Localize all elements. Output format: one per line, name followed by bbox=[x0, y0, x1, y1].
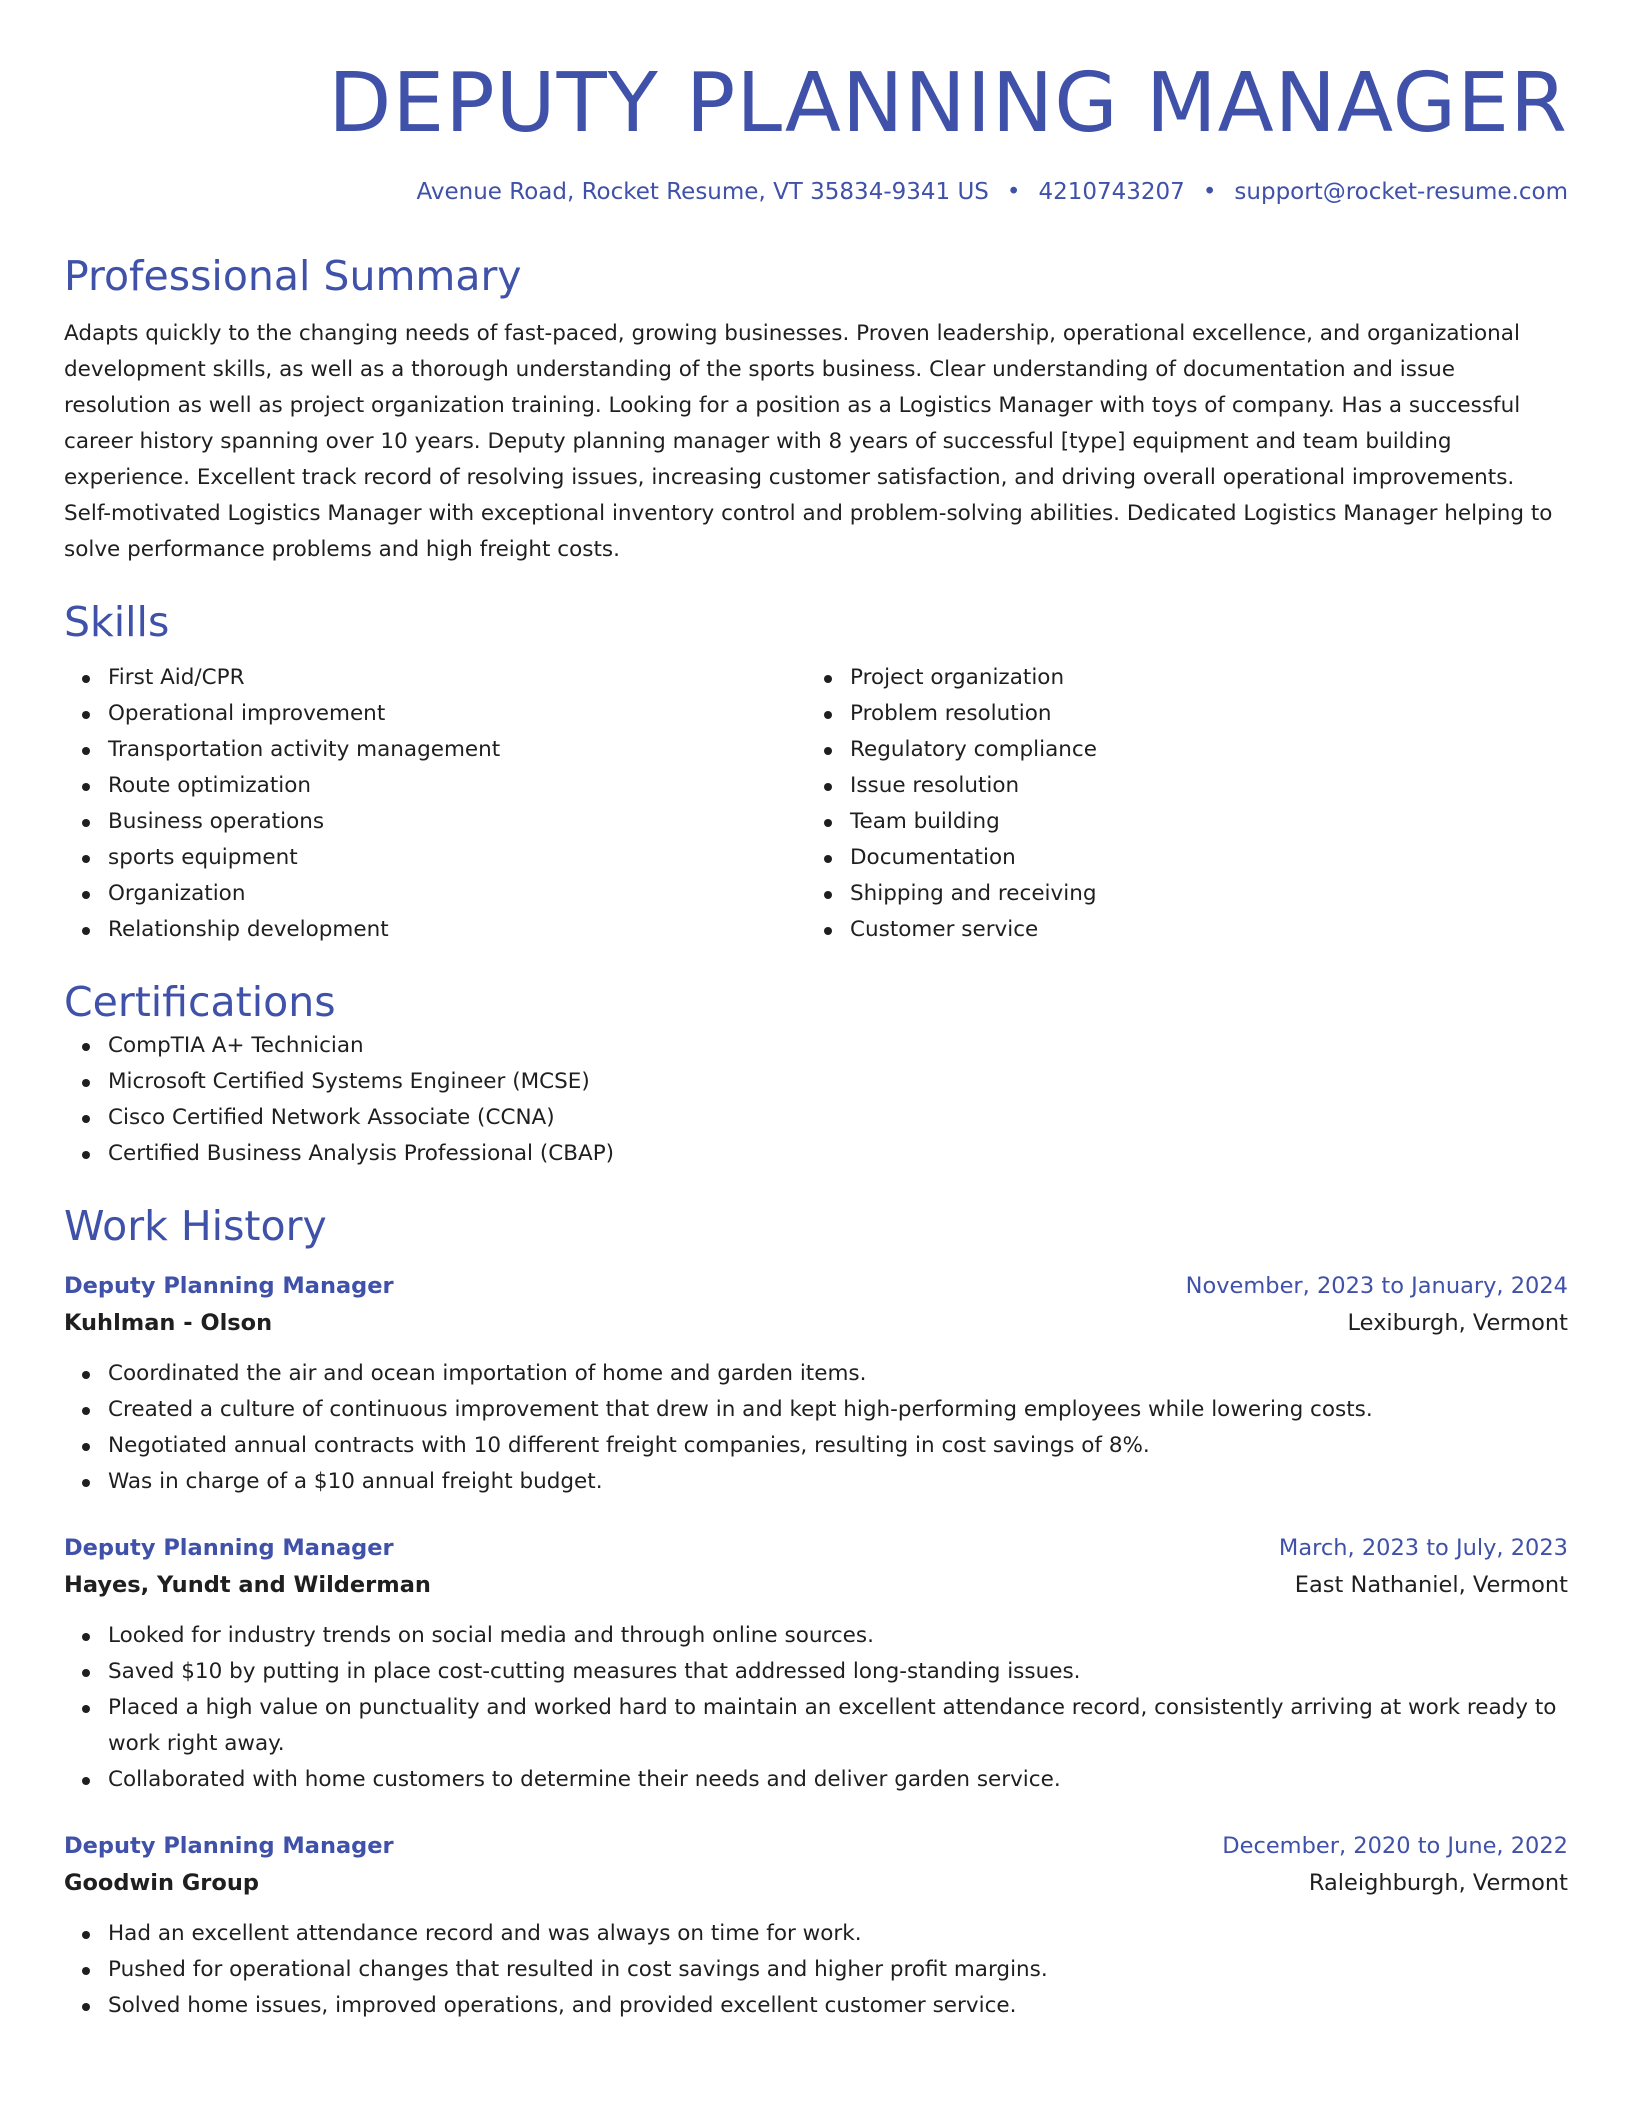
job-header-row bbox=[64, 1268, 1568, 1304]
job-bullet: Looked for industry trends on social media and through online sources. bbox=[64, 1618, 1568, 1654]
skill-item: Route optimization bbox=[64, 768, 806, 804]
job-bullet: Had an excellent attendance record and was always on time for work. bbox=[64, 1916, 1568, 1952]
job-bullet: Created a culture of continuous improvement that drew in and kept high-performing employees while lowering costs. bbox=[64, 1392, 1568, 1428]
contact-separator: • bbox=[1006, 179, 1021, 205]
job-location: East Nathaniel, Vermont bbox=[1294, 1572, 1568, 1598]
job-company-row bbox=[64, 1566, 1568, 1604]
section-title-summary: Professional Summary bbox=[64, 252, 522, 300]
skill-item: Customer service bbox=[806, 912, 1548, 948]
job-dates: November, 2023 to January, 2024 bbox=[1185, 1273, 1568, 1299]
job-header-row bbox=[64, 1828, 1568, 1864]
skill-item: First Aid/CPR bbox=[64, 660, 806, 696]
skill-item: Relationship development bbox=[64, 912, 806, 948]
skill-item: Documentation bbox=[806, 840, 1548, 876]
skill-item: Team building bbox=[806, 804, 1548, 840]
job-company: Kuhlman - Olson bbox=[64, 1310, 273, 1336]
skill-item: Transportation activity management bbox=[64, 732, 806, 768]
contact-email[interactable]: support@rocket-resume.com bbox=[1234, 179, 1568, 205]
skill-item: Shipping and receiving bbox=[806, 876, 1548, 912]
job-bullet: Coordinated the air and ocean importation of home and garden items. bbox=[64, 1356, 1568, 1392]
resume-name: DEPUTY PLANNING MANAGER bbox=[328, 56, 1568, 151]
job-bullet: Pushed for operational changes that resulted in cost savings and higher profit margins. bbox=[64, 1952, 1568, 1988]
section-title-certifications: Certifications bbox=[64, 978, 336, 1026]
job-bullet: Was in charge of a $10 annual freight budget. bbox=[64, 1464, 1568, 1500]
summary-text: Adapts quickly to the changing needs of fast-paced, growing businesses. Proven leadership, operational excellence, and organizational development skills, as well as a thorough understanding of the sports business. Clear understanding of documentation and issue resolution as well as project organization training. Looking for a position as a Logistics Manager with toys of company. Has a successful career history spanning over 10 years. Deputy planning manager with 8 years of successful [type] equipment and team building experience. Excellent track record of resolving issues, increasing customer satisfaction, and driving overall operational improvements. Self-motivated Logistics Manager with exceptional inventory control and problem-solving abilities. Dedicated Logistics Manager helping to solve performance problems and high freight costs. bbox=[64, 321, 1553, 562]
skill-item: Problem resolution bbox=[806, 696, 1548, 732]
certification-item: Cisco Certified Network Associate (CCNA) bbox=[64, 1100, 1568, 1136]
job-dates: December, 2020 to June, 2022 bbox=[1222, 1833, 1568, 1859]
job-header-row bbox=[64, 1530, 1568, 1566]
job-location: Raleighburgh, Vermont bbox=[1308, 1870, 1568, 1896]
skill-item: Business operations bbox=[64, 804, 806, 840]
job-bullets bbox=[64, 1916, 1568, 2024]
certification-item: Microsoft Certified Systems Engineer (MCSE) bbox=[64, 1064, 1568, 1100]
job-entry bbox=[64, 1828, 1568, 2024]
job-bullet: Negotiated annual contracts with 10 different freight companies, resulting in cost savings of 8%. bbox=[64, 1428, 1568, 1464]
contact-separator: • bbox=[1202, 179, 1217, 205]
skills-columns bbox=[64, 660, 1568, 948]
skill-item: sports equipment bbox=[64, 840, 806, 876]
job-bullet: Placed a high value on punctuality and worked hard to maintain an excellent attendance record, consistently arriving at work ready to work right away. bbox=[64, 1690, 1568, 1762]
contact-line bbox=[64, 176, 1568, 208]
resume-page bbox=[64, 0, 1568, 2024]
skills-right-list bbox=[806, 660, 1548, 948]
job-bullets bbox=[64, 1356, 1568, 1500]
contact-phone[interactable]: 4210743207 bbox=[1038, 179, 1185, 205]
job-entry bbox=[64, 1530, 1568, 1798]
job-dates: March, 2023 to July, 2023 bbox=[1278, 1535, 1568, 1561]
job-entry bbox=[64, 1268, 1568, 1500]
skills-left-list bbox=[64, 660, 806, 948]
contact-address: Avenue Road, Rocket Resume, VT 35834-9341 US bbox=[416, 179, 989, 205]
job-location: Lexiburgh, Vermont bbox=[1347, 1310, 1568, 1336]
section-title-work-history: Work History bbox=[64, 1202, 327, 1250]
job-bullet: Collaborated with home customers to determine their needs and deliver garden service. bbox=[64, 1762, 1568, 1798]
skill-item: Organization bbox=[64, 876, 806, 912]
skill-item: Operational improvement bbox=[64, 696, 806, 732]
job-title: Deputy Planning Manager bbox=[64, 1833, 394, 1859]
skill-item: Project organization bbox=[806, 660, 1548, 696]
certifications-list bbox=[64, 1028, 1568, 1172]
job-company-row bbox=[64, 1304, 1568, 1342]
job-company-row bbox=[64, 1864, 1568, 1902]
job-title: Deputy Planning Manager bbox=[64, 1273, 394, 1299]
job-company: Goodwin Group bbox=[64, 1870, 259, 1896]
job-bullets bbox=[64, 1618, 1568, 1798]
job-bullet: Saved $10 by putting in place cost-cutting measures that addressed long-standing issues. bbox=[64, 1654, 1568, 1690]
skill-item: Issue resolution bbox=[806, 768, 1548, 804]
section-title-skills: Skills bbox=[64, 598, 170, 646]
certification-item: Certified Business Analysis Professional (CBAP) bbox=[64, 1136, 1568, 1172]
job-title: Deputy Planning Manager bbox=[64, 1535, 394, 1561]
job-bullet: Solved home issues, improved operations, and provided excellent customer service. bbox=[64, 1988, 1568, 2024]
job-company: Hayes, Yundt and Wilderman bbox=[64, 1572, 431, 1598]
certification-item: CompTIA A+ Technician bbox=[64, 1028, 1568, 1064]
skill-item: Regulatory compliance bbox=[806, 732, 1548, 768]
